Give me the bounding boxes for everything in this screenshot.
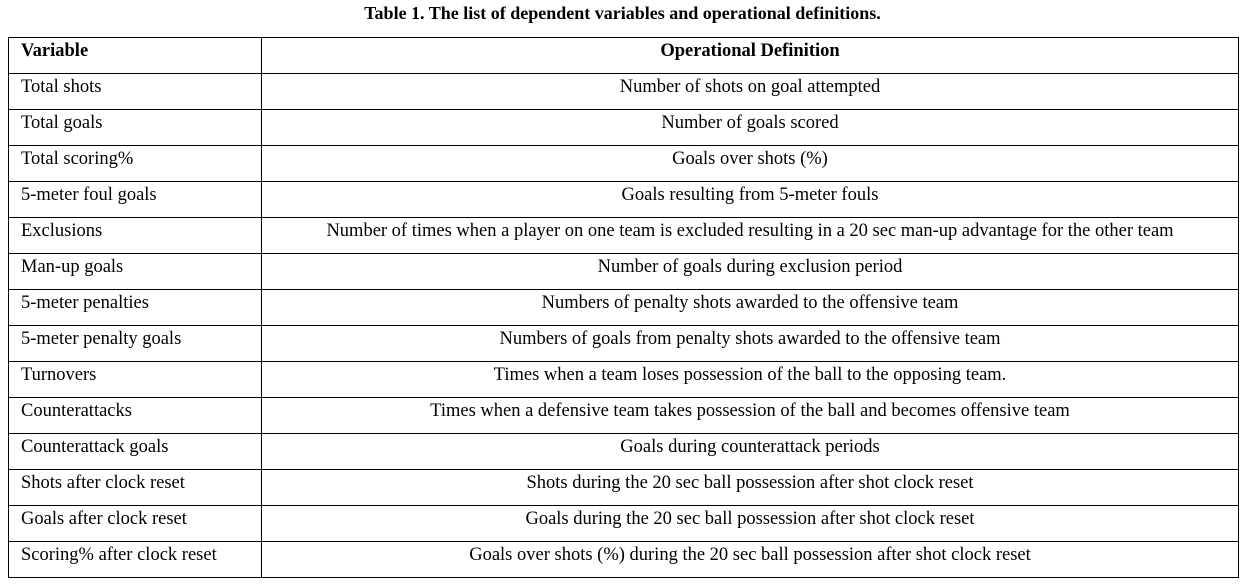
- variable-cell: Total shots: [9, 74, 262, 110]
- table-row: [9, 542, 1239, 578]
- column-header-variable: Variable: [9, 38, 262, 74]
- definition-cell: Numbers of goals from penalty shots awarded to the offensive team: [262, 326, 1239, 362]
- table-row: [9, 506, 1239, 542]
- table-row: [9, 398, 1239, 434]
- variable-cell: Counterattacks: [9, 398, 262, 434]
- table-row: [9, 218, 1239, 254]
- definition-cell: Number of goals scored: [262, 110, 1239, 146]
- column-header-definition: Operational Definition: [262, 38, 1239, 74]
- variable-cell: Counterattack goals: [9, 434, 262, 470]
- definition-cell: Goals resulting from 5-meter fouls: [262, 182, 1239, 218]
- definition-cell: Shots during the 20 sec ball possession after shot clock reset: [262, 470, 1239, 506]
- variable-cell: Turnovers: [9, 362, 262, 398]
- table-row: [9, 74, 1239, 110]
- table-row: [9, 182, 1239, 218]
- definition-cell: Numbers of penalty shots awarded to the offensive team: [262, 290, 1239, 326]
- table-row: [9, 254, 1239, 290]
- variables-table: [8, 37, 1239, 578]
- table-row: [9, 470, 1239, 506]
- variable-cell: Man-up goals: [9, 254, 262, 290]
- table-row: [9, 110, 1239, 146]
- variable-cell: Total goals: [9, 110, 262, 146]
- table-row: [9, 146, 1239, 182]
- table-row: [9, 434, 1239, 470]
- definition-cell: Number of goals during exclusion period: [262, 254, 1239, 290]
- table-caption: Table 1. The list of dependent variables and operational definitions.: [364, 3, 881, 23]
- table-row: [9, 362, 1239, 398]
- variable-cell: 5-meter penalties: [9, 290, 262, 326]
- variable-cell: 5-meter foul goals: [9, 182, 262, 218]
- definition-cell: Goals over shots (%) during the 20 sec ball possession after shot clock reset: [262, 542, 1239, 578]
- definition-cell: Number of shots on goal attempted: [262, 74, 1239, 110]
- variable-cell: Shots after clock reset: [9, 470, 262, 506]
- table-row: [9, 326, 1239, 362]
- header-row: [9, 38, 1239, 74]
- definition-cell: Times when a team loses possession of the ball to the opposing team.: [262, 362, 1239, 398]
- variable-cell: Scoring% after clock reset: [9, 542, 262, 578]
- definition-cell: Goals during the 20 sec ball possession after shot clock reset: [262, 506, 1239, 542]
- definition-cell: Goals during counterattack periods: [262, 434, 1239, 470]
- definition-cell: Goals over shots (%): [262, 146, 1239, 182]
- table-header: [9, 38, 1239, 74]
- definition-cell: Number of times when a player on one team is excluded resulting in a 20 sec man-up advantage for the other team: [262, 218, 1239, 254]
- table-body: [9, 74, 1239, 578]
- variable-cell: Exclusions: [9, 218, 262, 254]
- table-row: [9, 290, 1239, 326]
- variable-cell: 5-meter penalty goals: [9, 326, 262, 362]
- variable-cell: Total scoring%: [9, 146, 262, 182]
- definition-cell: Times when a defensive team takes possession of the ball and becomes offensive team: [262, 398, 1239, 434]
- variable-cell: Goals after clock reset: [9, 506, 262, 542]
